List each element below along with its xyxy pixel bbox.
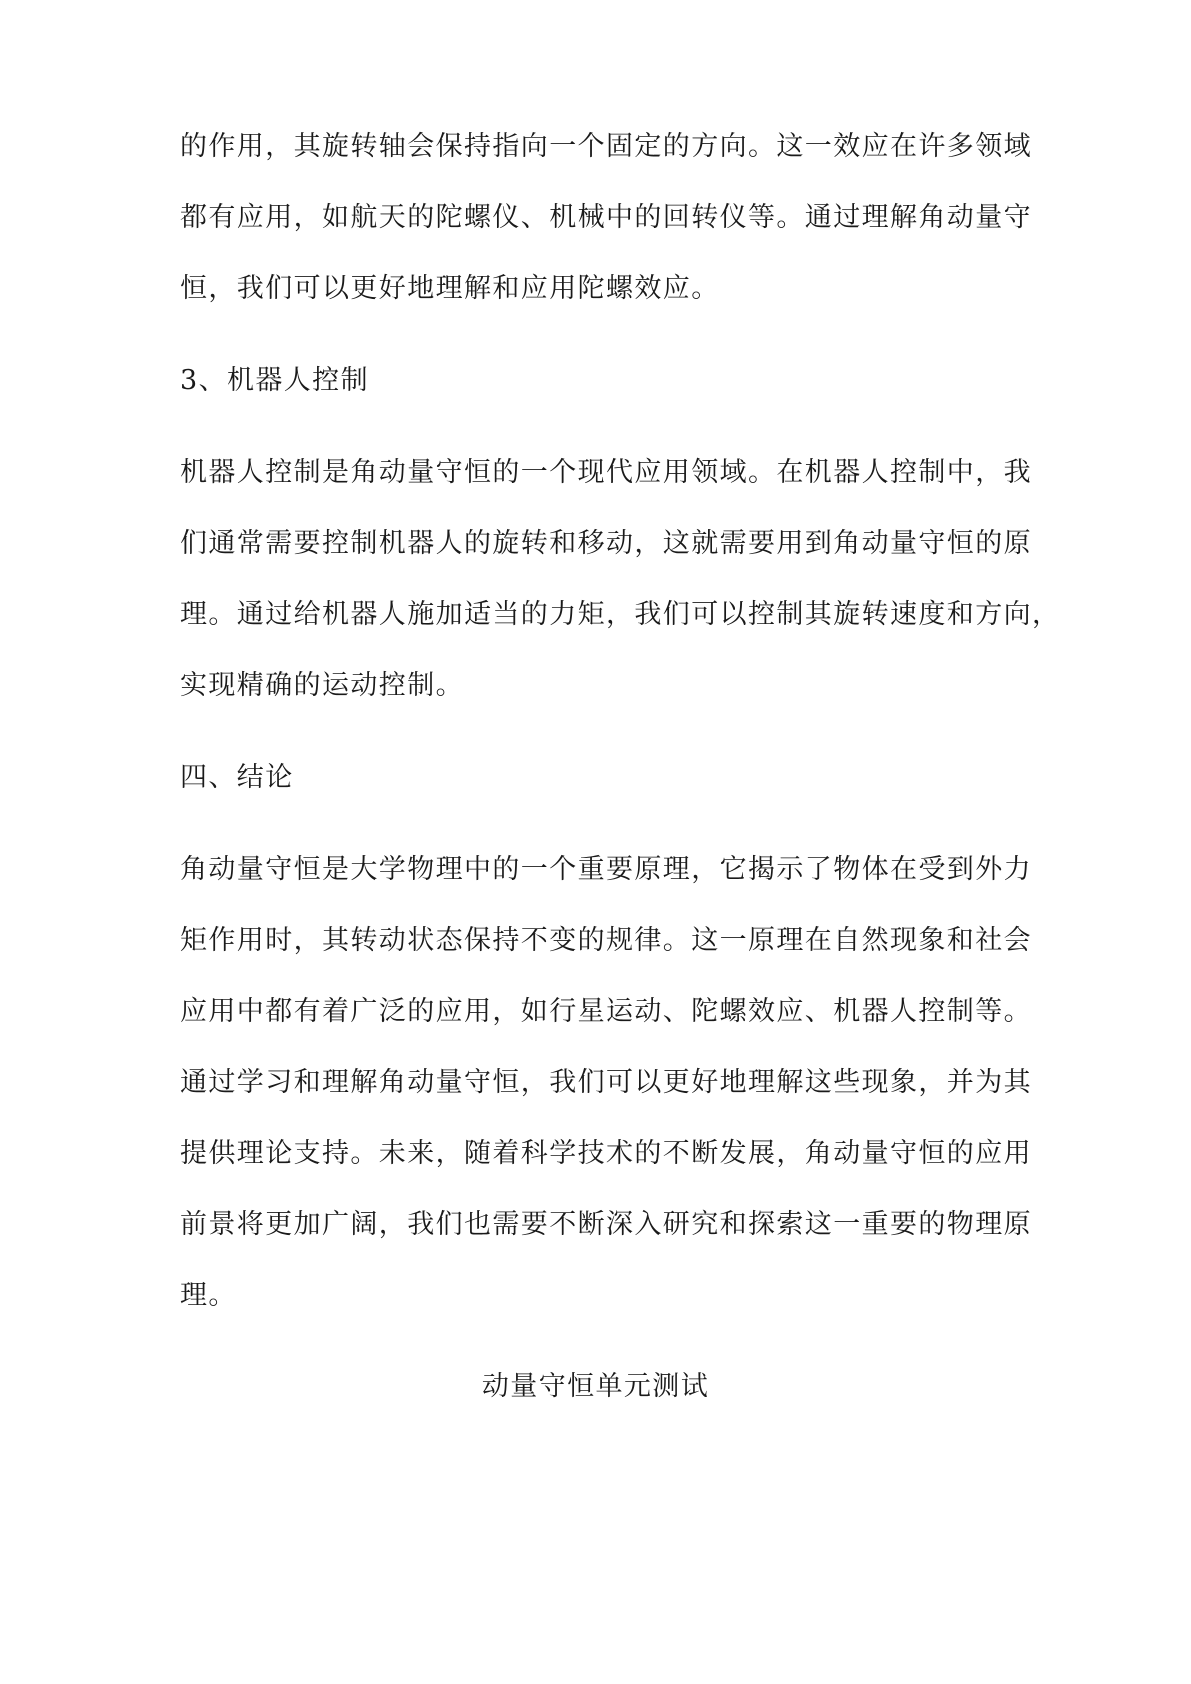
paragraph-robot-line-3: 理。通过给机器人施加适当的力矩，我们可以控制其旋转速度和方向，: [180, 599, 1061, 630]
paragraph-conclusion-line-4: 通过学习和理解角动量守恒，我们可以更好地理解这些现象，并为其: [180, 1067, 1032, 1098]
paragraph-gyro-line-1: 的作用，其旋转轴会保持指向一个固定的方向。这一效应在许多领域: [180, 131, 1032, 162]
paragraph-robot-line-4: 实现精确的运动控制。: [180, 670, 464, 701]
paragraph-conclusion-line-6: 前景将更加广阔，我们也需要不断深入研究和探索这一重要的物理原: [180, 1209, 1032, 1240]
paragraph-robot-line-2: 们通常需要控制机器人的旋转和移动，这就需要用到角动量守恒的原: [180, 528, 1032, 559]
section-heading-conclusion: 四、结论: [180, 762, 294, 793]
section-heading-robot-control: 3、机器人控制: [180, 365, 369, 396]
paragraph-conclusion-line-7: 理。: [180, 1280, 237, 1311]
paragraph-conclusion-line-5: 提供理论支持。未来，随着科学技术的不断发展，角动量守恒的应用: [180, 1138, 1032, 1169]
paragraph-gyro-line-3: 恒，我们可以更好地理解和应用陀螺效应。: [180, 273, 720, 304]
paragraph-robot-line-1: 机器人控制是角动量守恒的一个现代应用领域。在机器人控制中，我: [180, 457, 1032, 488]
paragraph-conclusion-line-2: 矩作用时，其转动状态保持不变的规律。这一原理在自然现象和社会: [180, 925, 1032, 956]
paragraph-conclusion-line-3: 应用中都有着广泛的应用，如行星运动、陀螺效应、机器人控制等。: [180, 996, 1032, 1027]
paragraph-conclusion-line-1: 角动量守恒是大学物理中的一个重要原理，它揭示了物体在受到外力: [180, 854, 1032, 885]
document-title: 动量守恒单元测试: [481, 1371, 710, 1402]
paragraph-gyro-line-2: 都有应用，如航天的陀螺仪、机械中的回转仪等。通过理解角动量守: [180, 202, 1032, 233]
